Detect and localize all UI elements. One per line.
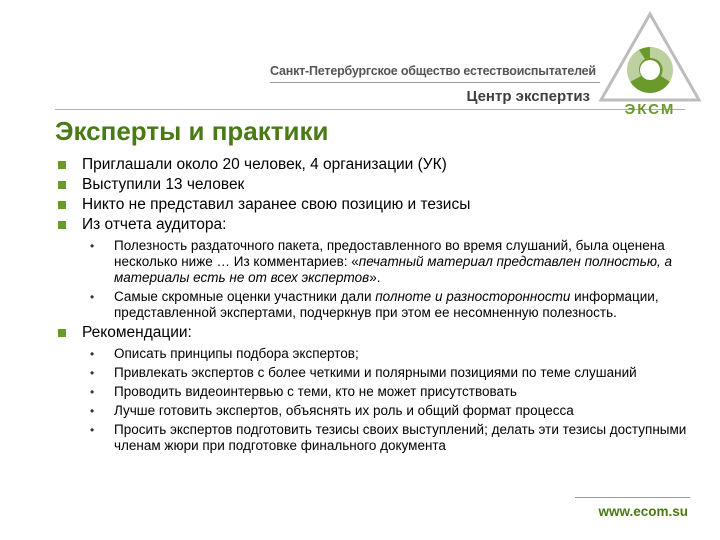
ecom-logo	[595, 10, 705, 120]
recommendation-item: • Лучше готовить экспертов, объяснять их роль и общий формат процесса	[90, 403, 574, 418]
dot-bullet-icon: •	[90, 423, 95, 437]
bullet-item: Рекомендации:	[58, 323, 698, 343]
square-bullet-icon	[58, 329, 66, 337]
bullet-item: Из отчета аудитора:	[58, 215, 698, 235]
organization-name: Санкт-Петербургское общество естествоиспытателей	[270, 64, 596, 78]
dot-bullet-icon: •	[90, 404, 95, 418]
page-title: Эксперты и практики	[55, 116, 329, 146]
auditor-item: • Полезность раздаточного пакета, предоставленного во время слушаний, была оценена несколько ниже … Из комментариев: «печатный материал представлен полностью, а материалы есть не от всех экспертов».	[90, 238, 673, 285]
dot-bullet-icon: •	[90, 385, 95, 399]
square-bullet-icon	[58, 161, 66, 169]
bullet-item: Выступили 13 человек	[58, 175, 698, 195]
recommendation-item: • Описать принципы подбора экспертов;	[90, 346, 359, 361]
dot-bullet-icon: •	[90, 347, 95, 361]
center-name: Центр экспертиз	[466, 88, 590, 105]
square-bullet-icon	[58, 201, 66, 209]
logo-text: ЭКСМ	[624, 101, 676, 118]
auditor-item: • Самые скромные оценки участники дали полноте и разносторонности информации, представленной экспертами, подчеркнув при этом ее несомненную полезность.	[90, 289, 659, 320]
recommendation-item: • Просить экспертов подготовить тезисы своих выступлений; делать эти тезисы доступными членам жюри при подготовке финального документа	[90, 422, 687, 453]
square-bullet-icon	[58, 181, 66, 189]
website-link[interactable]: www.ecom.su	[598, 504, 688, 519]
dot-bullet-icon: •	[90, 366, 95, 380]
dot-bullet-icon: •	[90, 239, 95, 253]
recommendation-item: • Привлекать экспертов с более четкими и полярными позициями по теме слушаний	[90, 365, 637, 380]
header-divider	[270, 82, 600, 83]
dot-bullet-icon: •	[90, 290, 95, 304]
recommendation-item: • Проводить видеоинтервью с теми, кто не может присутствовать	[90, 384, 517, 399]
footer-divider	[575, 497, 690, 498]
bullet-item: Никто не представил заранее свою позицию и тезисы	[58, 195, 698, 215]
title-divider	[55, 109, 685, 110]
square-bullet-icon	[58, 221, 66, 229]
bullet-item: Приглашали около 20 человек, 4 организации (УК)	[58, 155, 698, 175]
slide-content	[58, 155, 698, 454]
